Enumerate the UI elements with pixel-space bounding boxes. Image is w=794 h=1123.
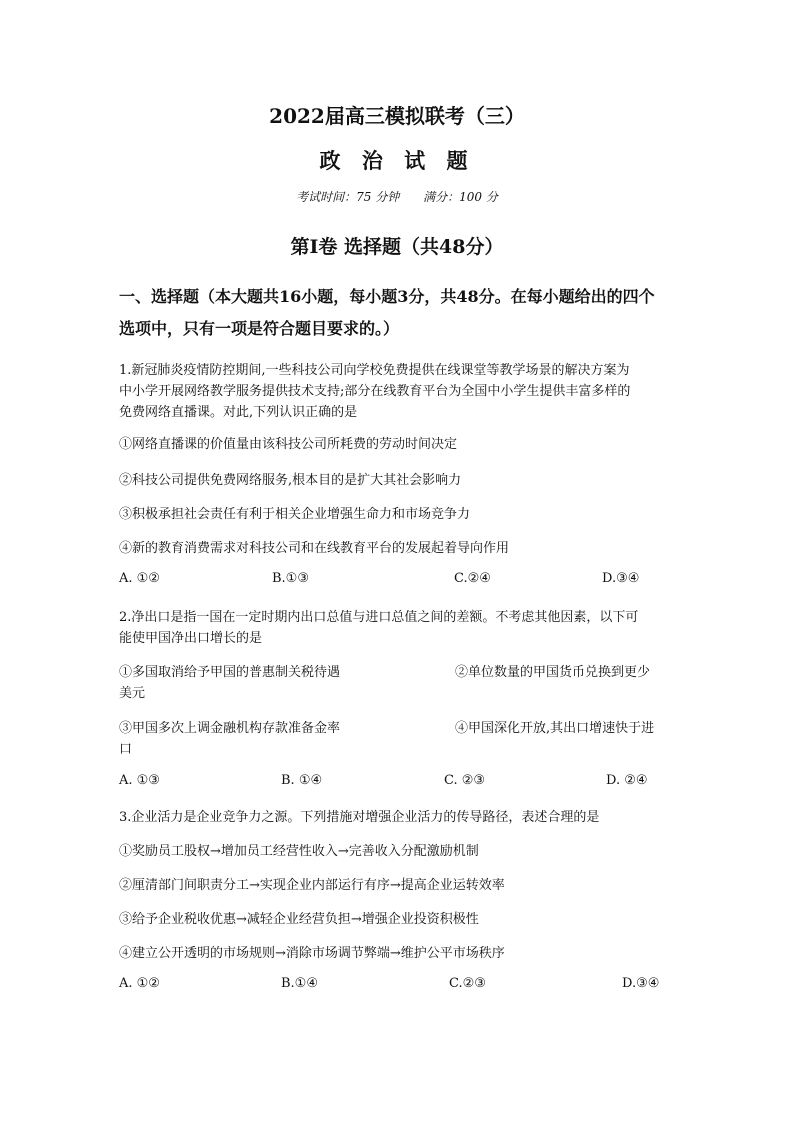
q1-option-b: B.①③ bbox=[272, 571, 309, 586]
exam-score: 满分：100 分 bbox=[423, 190, 498, 204]
exam-subject: 政 治 试 题 bbox=[319, 148, 475, 173]
q3-option-c: C.②③ bbox=[449, 976, 486, 991]
q1-stem-line-1: 1.新冠肺炎疫情防控期间,一些科技公司向学校免费提供在线课堂等教学场景的解决方案为 bbox=[119, 363, 630, 378]
q1-option-c: C.②④ bbox=[454, 571, 491, 586]
q2-statement-4: ④甲国深化开放,其出口增速快于进 bbox=[455, 721, 655, 736]
q2-statement-2-continued: 美元 bbox=[119, 686, 146, 701]
q3-statement-4: ④建立公开透明的市场规则→消除市场调节弊端→维护公平市场秩序 bbox=[119, 946, 505, 961]
q3-option-d: D.③④ bbox=[622, 976, 660, 991]
q3-stem-line-1: 3.企业活力是企业竞争力之源。下列措施对增强企业活力的传导路径，表述合理的是 bbox=[119, 810, 600, 825]
q3-option-b: B.①④ bbox=[281, 976, 318, 991]
q2-statement-2: ②单位数量的甲国货币兑换到更少 bbox=[455, 665, 651, 680]
q1-stem-line-3: 免费网络直播课。对此,下列认识正确的是 bbox=[119, 405, 358, 420]
q1-statement-4: ④新的教育消费需求对科技公司和在线教育平台的发展起着导向作用 bbox=[119, 541, 510, 556]
q1-stem-line-2: 中小学开展网络教学服务提供技术支持;部分在线教育平台为全国中小学生提供丰富多样的 bbox=[119, 384, 631, 399]
q2-option-c: C. ②③ bbox=[444, 773, 486, 788]
q2-stem-line-1: 2.净出口是指一国在一定时期内出口总值与进口总值之间的差额。不考虑其他因素，以下可 bbox=[119, 610, 639, 625]
q2-statement-1: ①多国取消给予甲国的普惠制关税待遇 bbox=[119, 665, 341, 680]
q2-statement-4-continued: 口 bbox=[119, 742, 133, 757]
q2-statement-3: ③甲国多次上调金融机构存款准备金率 bbox=[119, 721, 341, 736]
q1-option-a: A. ①② bbox=[119, 571, 160, 586]
q2-stem-line-2: 能使甲国净出口增长的是 bbox=[119, 631, 263, 646]
section-instruction-line-2: 选项中，只有一项是符合题目要求的。） bbox=[119, 319, 400, 338]
q2-option-a: A. ①③ bbox=[119, 773, 160, 788]
q3-statement-1: ①奖励员工股权→增加员工经营性收入→完善收入分配激励机制 bbox=[119, 844, 479, 859]
q2-option-d: D. ②④ bbox=[606, 773, 648, 788]
q2-option-b: B. ①④ bbox=[281, 773, 323, 788]
q3-statement-2: ②厘清部门间职责分工→实现企业内部运行有序→提高企业运转效率 bbox=[119, 878, 505, 893]
part-title: 第Ⅰ卷 选择题（共48分） bbox=[290, 236, 504, 258]
section-instruction-line-1: 一、选择题（本大题共16小题，每小题3分，共48分。在每小题给出的四个 bbox=[119, 287, 655, 306]
q1-statement-2: ②科技公司提供免费网络服务,根本目的是扩大其社会影响力 bbox=[119, 473, 462, 488]
exam-title: 2022届高三模拟联考（三） bbox=[269, 104, 525, 128]
q3-option-a: A. ①② bbox=[119, 976, 160, 991]
q1-statement-1: ①网络直播课的价值量由该科技公司所耗费的劳动时间决定 bbox=[119, 437, 458, 452]
q1-option-d: D.③④ bbox=[602, 571, 640, 586]
q3-statement-3: ③给予企业税收优惠→减轻企业经营负担→增强企业投资积极性 bbox=[119, 912, 479, 927]
exam-time: 考试时间：75 分钟 bbox=[296, 190, 400, 204]
exam-meta bbox=[0, 188, 794, 205]
q1-statement-3: ③积极承担社会责任有利于相关企业增强生命力和市场竞争力 bbox=[119, 507, 471, 522]
